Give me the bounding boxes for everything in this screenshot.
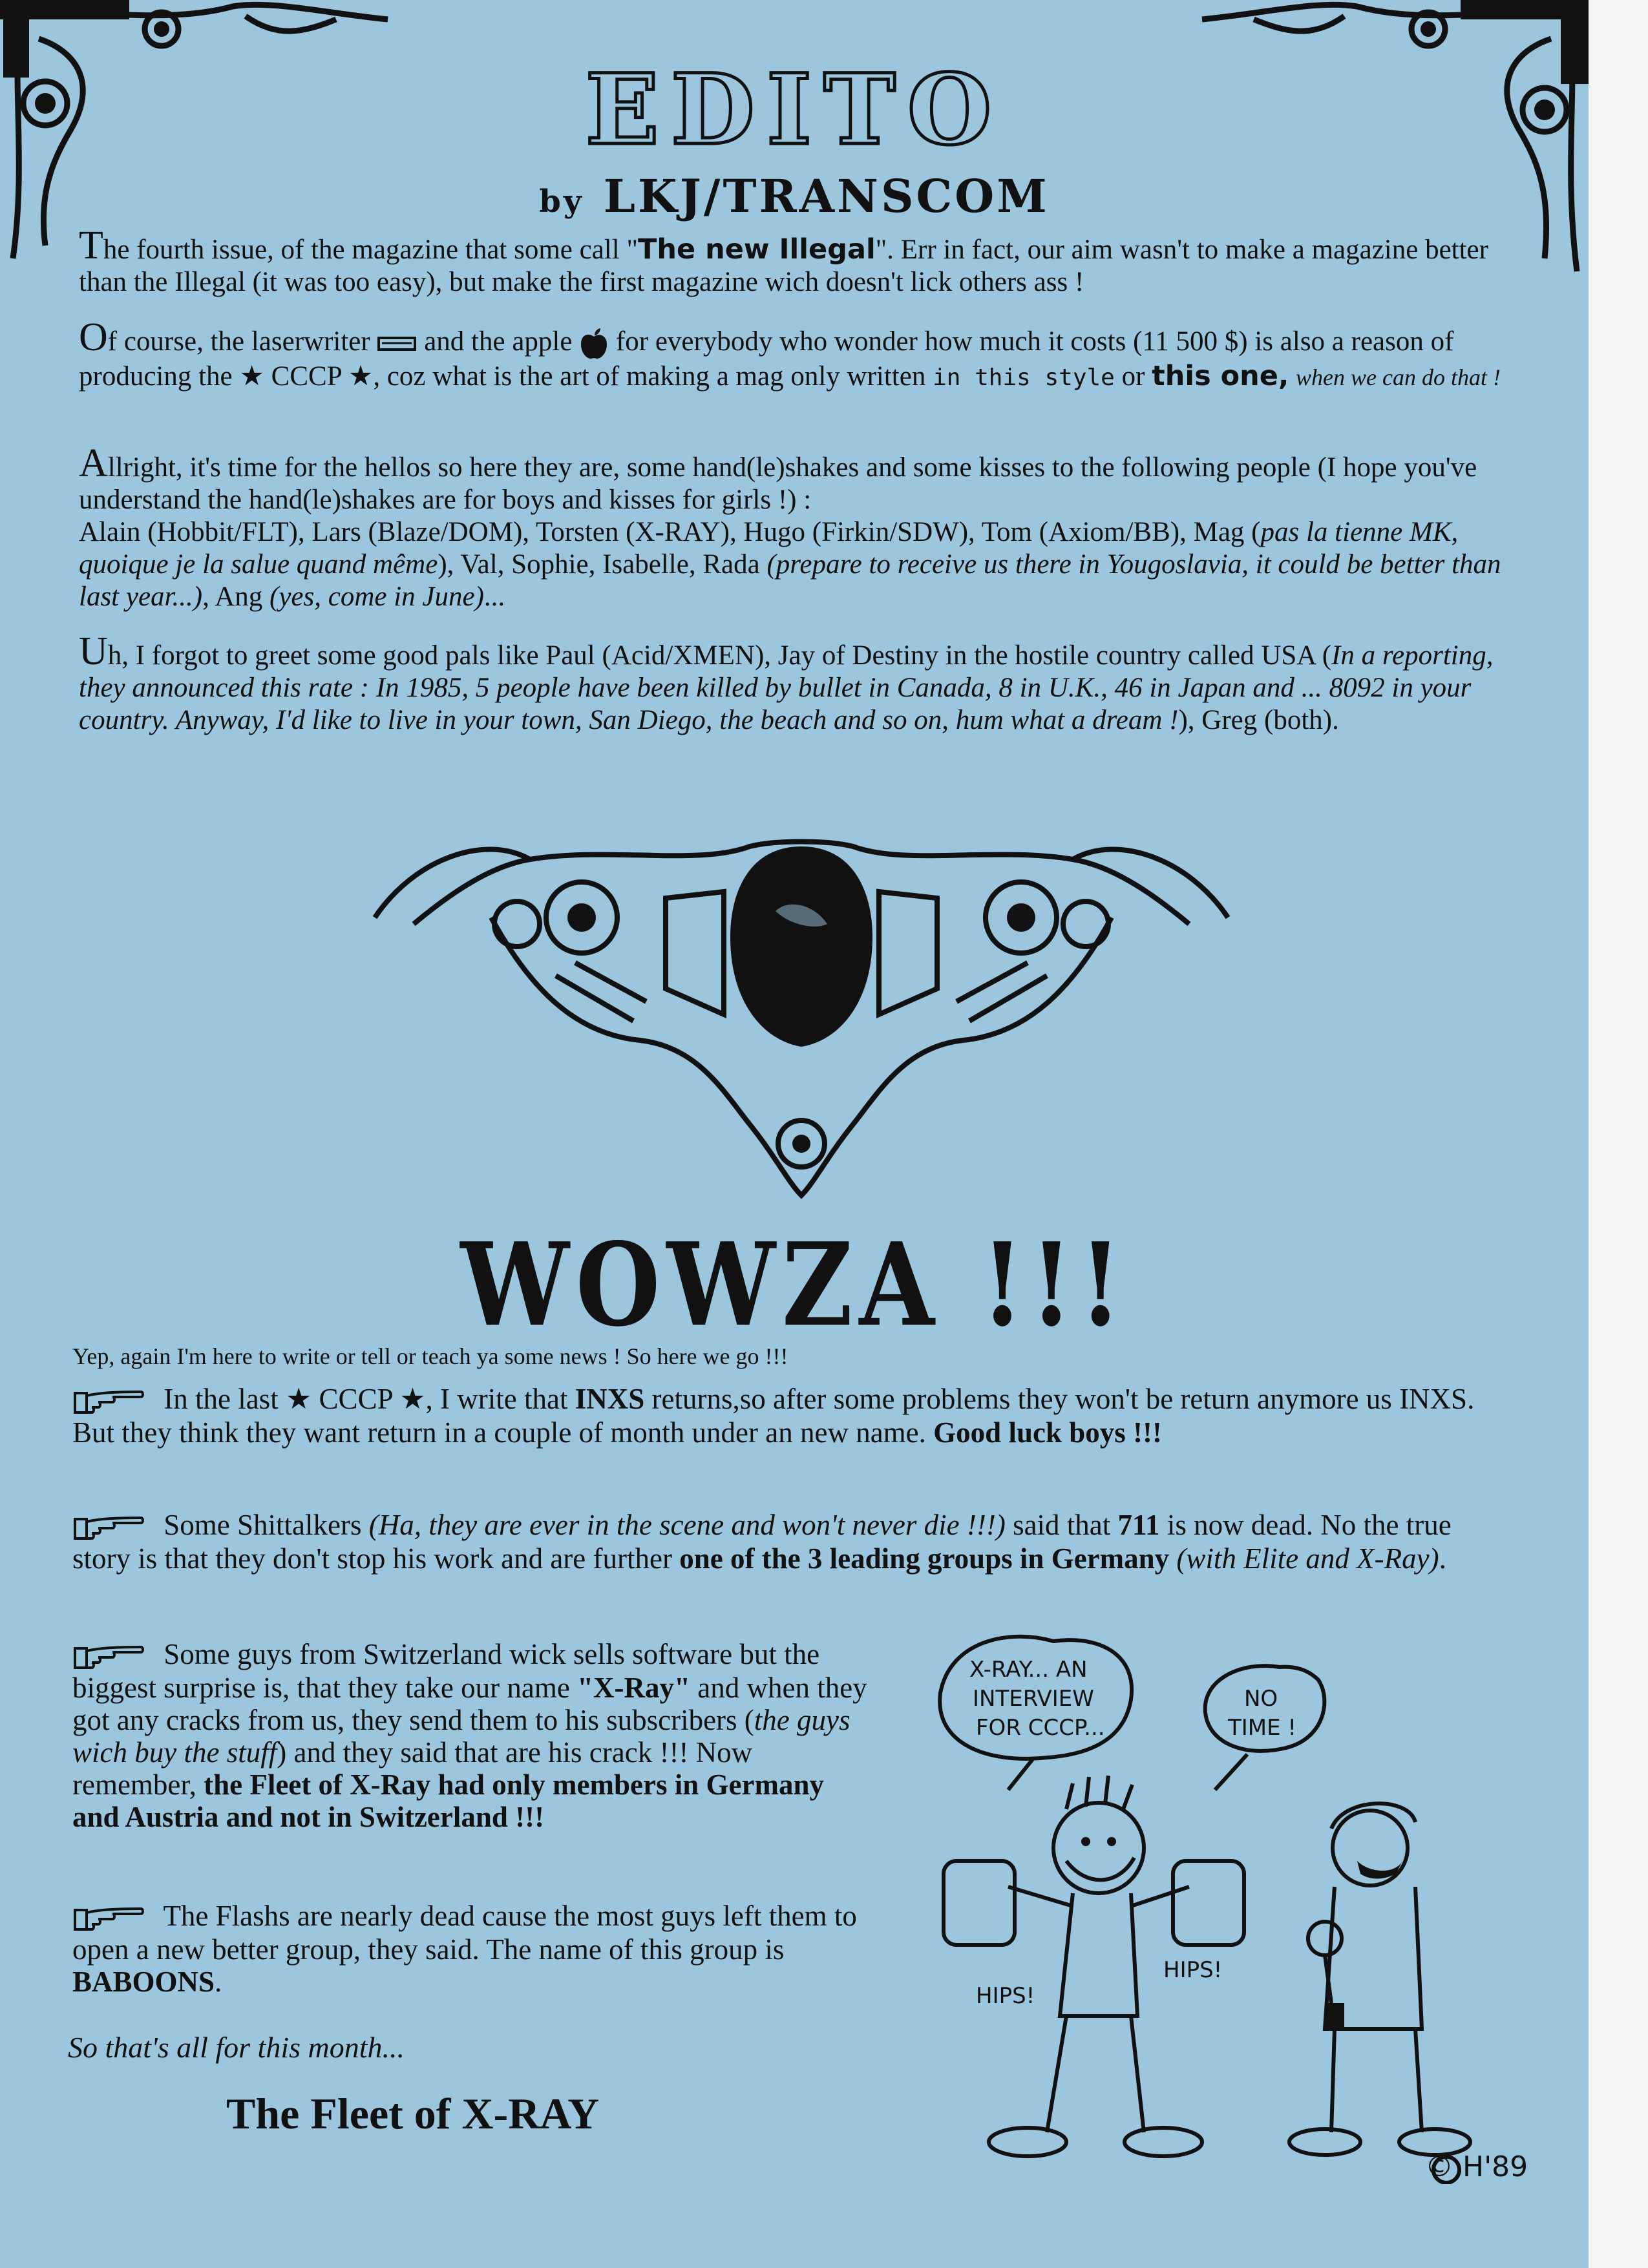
paragraph-text: Alain (Hobbit/FLT), Lars (Blaze/DOM), Torsten (X-RAY), Hugo (Firkin/SDW), Tom (Axiom/BB), Mag ( xyxy=(79,517,1261,547)
news-bold: 711 xyxy=(1117,1509,1160,1541)
bubble2-line2: TIME ! xyxy=(1228,1715,1297,1741)
edito-paragraph-3 xyxy=(79,441,1514,613)
wowza-intro: Yep, again I'm here to write or tell or teach ya some news ! So here we go !!! xyxy=(72,1343,788,1369)
paragraph-text: ), Val, Sophie, Isabelle, Rada xyxy=(438,549,760,580)
news-bold: one of the 3 leading groups in Germany xyxy=(679,1542,1170,1575)
paragraph-text: ". Err in fact, our aim wasn't to make a magazine better than the Illegal (it was too easy), but make the first magazine wich doesn't lick others ass ! xyxy=(79,235,1488,297)
news-text: is now dead. No the true story is that they don't stop his work and are further xyxy=(72,1509,1452,1575)
signature: The Fleet of X-RAY xyxy=(226,2089,600,2138)
central-ornament xyxy=(362,821,1241,1208)
news-text: ) and they said that are his crack !!! Now remember, xyxy=(72,1736,753,1801)
pointing-hand-icon xyxy=(72,1905,145,1933)
drop-cap: O xyxy=(79,315,108,359)
news-italic: (with Elite and X-Ray) xyxy=(1176,1542,1439,1575)
paragraph-text: he fourth issue, of the magazine that some call " xyxy=(103,235,638,265)
hips-label-2: HIPS! xyxy=(1163,1957,1223,1983)
drop-cap: A xyxy=(79,441,108,485)
news-text: Some Shittalkers xyxy=(164,1509,362,1541)
wowza-heading: WOWZA !!! xyxy=(460,1218,1128,1352)
hips-label-1: HIPS! xyxy=(976,1983,1035,2009)
signoff: So that's all for this month... xyxy=(68,2031,405,2064)
news-text: and when they got any cracks from us, they send them to his subscribers ( xyxy=(72,1671,867,1736)
cartoon-copyright: © H'89 xyxy=(1425,2150,1528,2183)
news-item-1 xyxy=(72,1383,1501,1449)
news-bold: INXS xyxy=(575,1383,645,1415)
bubble2-line1: NO xyxy=(1244,1686,1278,1712)
news-text: returns,so after some problems they won't be return anymore us INXS. But they think they want return in a couple of month under an new name. xyxy=(72,1383,1475,1449)
pointing-hand-icon xyxy=(72,1514,145,1542)
drop-cap: U xyxy=(79,629,108,673)
news-text: The Flashs are nearly dead cause the most guys left them to open a new better group, they said. The name of this group is xyxy=(72,1900,857,1966)
magazine-name: The new Illegal xyxy=(638,233,876,266)
news-italic: (Ha, they are ever in the scene and won't never die !!!) xyxy=(368,1509,1006,1541)
edito-title: EDITO xyxy=(585,53,1004,167)
paragraph-text: f course, the laserwriter xyxy=(107,326,370,357)
paragraph-text: llright, it's time for the hellos so here they are, some hand(le)shakes and some kisses to the following people (I hope you've understand the hand(le)shakes are for boys and kisses for girls !) : xyxy=(79,452,1477,515)
laserwriter-icon xyxy=(377,334,417,353)
paragraph-text: , Ang xyxy=(202,582,263,612)
news-bold: Good luck boys !!! xyxy=(933,1416,1162,1449)
news-item-3 xyxy=(72,1638,874,1833)
paragraph-text: and the apple xyxy=(424,326,573,357)
italic-text: pas la tienne MK, quoique je la salue quand même xyxy=(79,517,1459,580)
paragraph-text: ), Greg (both). xyxy=(1178,705,1339,735)
drop-cap: T xyxy=(79,224,103,268)
sans-sample: this one, xyxy=(1152,360,1289,393)
news-item-4 xyxy=(72,1900,874,1998)
cartoon-illustration xyxy=(879,1615,1525,2184)
italic-text: (prepare to receive us there in Yougoslavia, it could be better than last year...) xyxy=(79,549,1501,612)
paragraph-text: h, I forgot to greet some good pals like Paul (Acid/XMEN), Jay of Destiny in the hostile country called USA ( xyxy=(107,640,1332,671)
edito-paragraph-4 xyxy=(79,629,1514,737)
news-text: said that xyxy=(1013,1509,1111,1541)
apple-logo-icon xyxy=(579,328,609,360)
script-sample: when we can do that ! xyxy=(1296,364,1501,391)
italic-text: In a reporting, they announced this rate : In 1985, 5 people have been killed by bullet in Canada, 8 in U.K., 46 in Japan and ... 8092 in your country. Anyway, I'd like to live in your town, San Diego, the beach and so on, hum what a dream ! xyxy=(79,640,1494,735)
paragraph-text: or xyxy=(1121,361,1145,392)
edito-paragraph-1 xyxy=(79,224,1514,299)
news-text: In the last ★ CCCP ★, I write that xyxy=(164,1383,568,1415)
news-item-2 xyxy=(72,1509,1501,1575)
bubble1-line1: X-RAY... AN xyxy=(969,1657,1088,1683)
monospace-sample: in this style xyxy=(933,364,1115,392)
news-bold: BABOONS xyxy=(72,1965,215,1998)
paragraph-text: for everybody who wonder how much it costs (11 500 $) is also a reason of producing the ★ CCCP ★, coz what is the art of making a mag only written xyxy=(79,326,1454,392)
pointing-hand-icon xyxy=(72,1643,145,1672)
italic-text: (yes, come in June) xyxy=(269,582,484,612)
news-bold: the Fleet of X-Ray had only members in Germany and Austria and not in Switzerland !!! xyxy=(72,1768,824,1833)
news-text: . xyxy=(1439,1542,1446,1575)
byline-author: LKJ/TRANSCOM xyxy=(603,169,1050,223)
bubble1-line3: FOR CCCP... xyxy=(976,1715,1105,1741)
news-text: Some guys from Switzerland wick sells software but the biggest surprise is, that they take our name xyxy=(72,1638,820,1704)
edito-paragraph-2 xyxy=(79,315,1514,394)
news-text: . xyxy=(215,1965,222,1998)
paragraph-text: ... xyxy=(483,582,505,612)
byline xyxy=(0,169,1589,223)
news-bold: "X-Ray" xyxy=(577,1671,691,1704)
bubble1-line2: INTERVIEW xyxy=(973,1686,1094,1712)
pointing-hand-icon xyxy=(72,1388,145,1416)
news-italic: the guys wich buy the stuff xyxy=(72,1703,850,1769)
byline-by: by xyxy=(539,184,584,220)
